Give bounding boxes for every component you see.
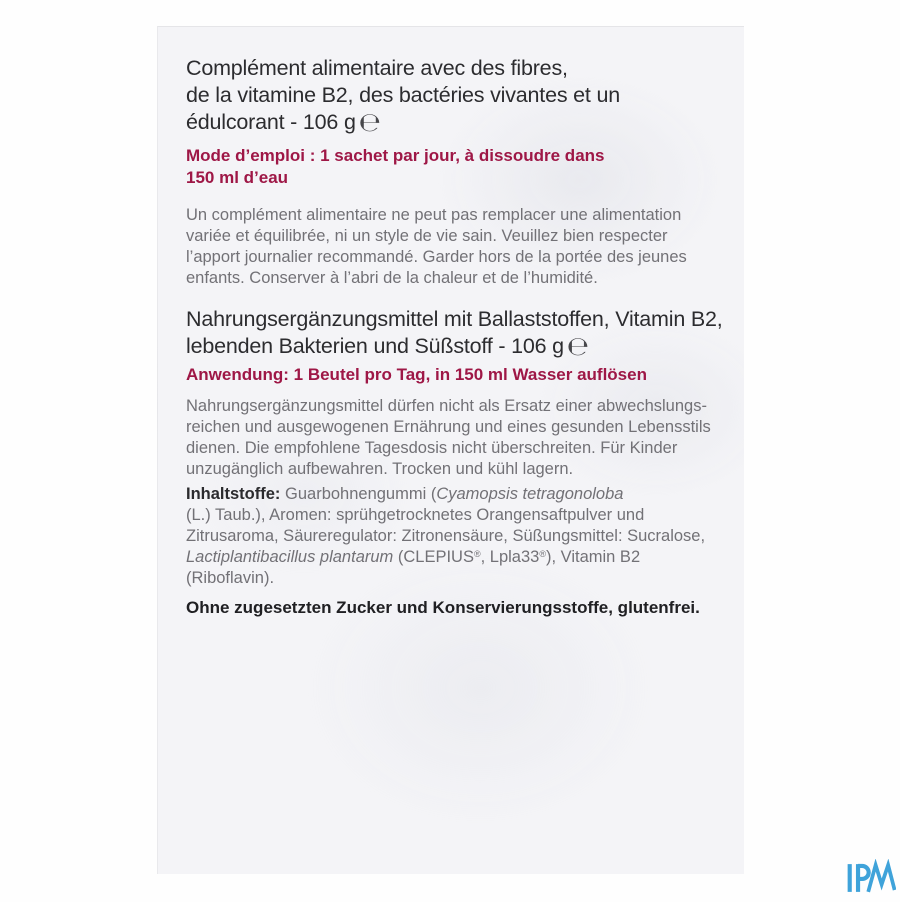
label-content: [186, 55, 721, 619]
estimated-sign-icon: ℮: [566, 332, 589, 362]
fr-heading-line-3-text: édulcorant - 106 g: [186, 110, 356, 134]
claim-line-1: Ohne zugesetzten Zucker und Konservierungsstoffe, glutenfrei.: [186, 598, 700, 617]
fr-disclaimer-line-3: l’apport journalier recommandé. Garder hors de la portée des jeunes: [186, 248, 687, 266]
ingredients-line-3: Zitrusaroma, Säureregulator: Zitronensäure, Süßungsmittel: Sucralose,: [186, 527, 706, 545]
registered-trademark-icon: ®: [473, 549, 481, 559]
de-heading-line-2-text: lebenden Bakterien und Süßstoff - 106 g: [186, 334, 564, 358]
ingredients-line-4: [186, 547, 721, 568]
no-sugar-claim: [186, 597, 721, 619]
de-disclaimer-line-2: reichen und ausgewogenen Ernährung und eines gesunden Lebensstils: [186, 418, 711, 436]
latin-name-cyamopsis: Cyamopsis tetragonoloba: [436, 485, 624, 503]
ipm-watermark-logo: [846, 859, 896, 897]
de-heading-line-2: [186, 333, 721, 361]
de-disclaimer-line-4: unzugänglich aufbewahren. Trocken und kühl lagern.: [186, 460, 574, 478]
fr-heading-line-1: Complément alimentaire avec des fibres,: [186, 56, 568, 80]
de-heading-line-1: Nahrungsergänzungsmittel mit Ballaststoffen, Vitamin B2,: [186, 307, 723, 331]
fr-heading-line-2: de la vitamine B2, des bactéries vivantes et un: [186, 83, 620, 107]
de-disclaimer-line-1: Nahrungsergänzungsmittel dürfen nicht als Ersatz einer abwechslungs-: [186, 397, 707, 415]
estimated-sign-icon: ℮: [358, 108, 381, 138]
fr-usage-instructions: [186, 145, 721, 189]
fr-heading-line-3: [186, 109, 721, 137]
ingredients-line-4c: ), Vitamin B2: [545, 548, 641, 566]
ipm-logo-icon: [846, 859, 896, 897]
ingredients-line-5: (Riboflavin).: [186, 569, 275, 587]
ingredients-label: Inhaltstoffe:: [186, 485, 281, 503]
de-product-heading: [186, 306, 721, 361]
fr-usage-line-2: 150 ml d’eau: [186, 168, 289, 187]
de-usage-line-1: Anwendung: 1 Beutel pro Tag, in 150 ml Wasser auflösen: [186, 365, 647, 384]
ingredients-line-4b: , Lpla33: [480, 548, 540, 566]
de-disclaimer-line-3: dienen. Die empfohlene Tagesdosis nicht überschreiten. Für Kinder: [186, 439, 678, 457]
fr-disclaimer-line-4: enfants. Conserver à l’abri de la chaleur et de l’humidité.: [186, 269, 598, 287]
fr-product-heading: [186, 55, 721, 137]
product-box-back-panel: [157, 26, 744, 874]
latin-name-lactiplantibacillus: Lactiplantibacillus plantarum: [186, 548, 394, 566]
de-disclaimer-paragraph: [186, 396, 721, 480]
ingredients-paragraph: [186, 484, 721, 589]
ingredients-line-4a: (CLEPIUS: [393, 548, 474, 566]
fr-usage-line-1: Mode d’emploi : 1 sachet par jour, à dissoudre dans: [186, 146, 605, 165]
ingredients-line-1: [186, 484, 721, 505]
fr-disclaimer-line-2: variée et équilibrée, ni un style de vie sain. Veuillez bien respecter: [186, 227, 668, 245]
fr-disclaimer-line-1: Un complément alimentaire ne peut pas remplacer une alimentation: [186, 206, 682, 224]
de-usage-instructions: [186, 364, 721, 386]
registered-trademark-icon: ®: [539, 549, 546, 559]
ingredients-line-1-text: Guarbohnengummi (: [280, 485, 437, 503]
fr-disclaimer-paragraph: [186, 205, 721, 289]
ingredients-line-2: (L.) Taub.), Aromen: sprühgetrocknetes Orangensaftpulver und: [186, 506, 645, 524]
